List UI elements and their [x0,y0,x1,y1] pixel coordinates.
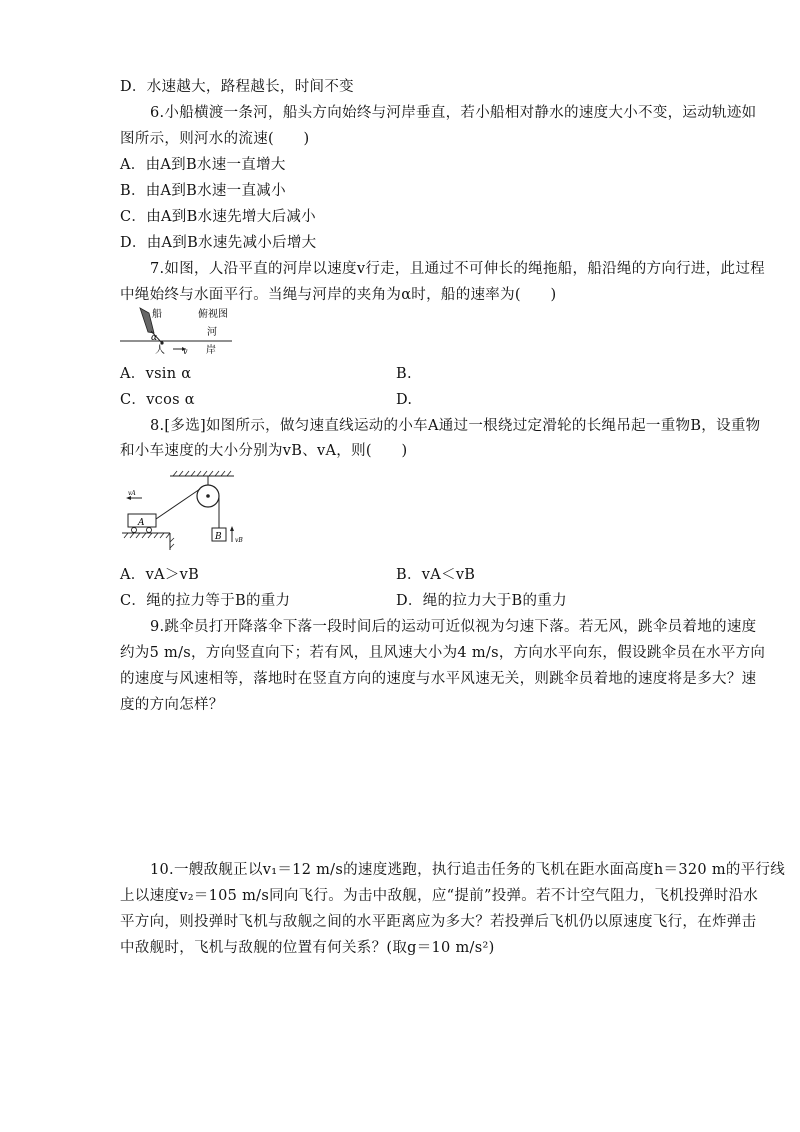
q8-option-a: A．vA＞vB [120,567,200,583]
q9-line3: 的速度与风速相等，落地时在竖直方向的速度与水平风速无关，则跳伞员着地的速度将是多大？速 [120,671,757,687]
q6-stem-line1: 6.小船横渡一条河，船头方向始终与河岸垂直，若小船相对静水的速度大小不变，运动轨迹如 [150,105,757,121]
q7-option-c: C．vcos α [120,392,195,408]
q8-option-d: D．绳的拉力大于B的重力 [396,593,567,609]
q7-boat-figure [118,305,238,355]
rope-to-car [156,489,200,519]
car-label: A [138,518,145,528]
boat-label: 船 [152,309,162,320]
q10-line1: 10.一艘敌舰正以v₁＝12 m/s的速度逃跑，执行追击任务的飞机在距水面高度h＝320 m的平行线 [150,862,786,878]
q7-stem-line2: 中绳始终与水面平行。当绳与河岸的夹角为α时，船的速率为( ) [120,287,557,303]
q10-line3: 平方向，则投弹时飞机与敌舰之间的水平距离应为多大？若投弹后飞机仍以原速度飞行，在炸弹击 [120,914,757,930]
q6-stem-line2: 图所示，则河水的流速( ) [120,131,310,147]
va-label: vA [128,490,136,497]
q10-line2: 上以速度v₂＝105 m/s同向飞行。为击中敌舰，应“提前”投弹。若不计空气阻力，飞机投弹时沿水 [120,888,759,904]
q6-option-d: D．由A到B水速先减小后增大 [120,235,317,251]
q7-option-d: D. [396,392,413,408]
view-label: 俯视图 [198,309,228,320]
vb-label: vB [235,537,243,544]
q6-option-c: C．由A到B水速先增大后减小 [120,209,316,225]
q9-line1: 9.跳伞员打开降落伞下落一段时间后的运动可近似视为匀速下落。若无风，跳伞员着地的速度 [150,619,757,635]
q6-option-b: B．由A到B水速一直减小 [120,183,286,199]
q10-line4: 中敌舰时，飞机与敌舰的位置有何关系？(取g＝10 m/s²) [120,940,495,956]
q8-option-b: B．vA＜vB [396,567,476,583]
person-label: 人 [155,345,165,355]
q9-line2: 约为5 m/s，方向竖直向下；若有风，且风速大小为4 m/s，方向水平向东，假设跳伞员在水平方向 [120,645,766,661]
q6-option-a: A．由A到B水速一直增大 [120,157,286,173]
bank-label: 岸 [206,345,216,355]
q8-pulley-figure [118,462,248,552]
q7-stem-line1: 7.如图，人沿平直的河岸以速度v行走，且通过不可伸长的绳拖船，船沿绳的方向行进，此过程 [150,261,765,277]
q8-stem-line1: 8.[多选]如图所示，做匀速直线运动的小车A通过一根绕过定滑轮的长绳吊起一重物B，设重物 [150,418,761,434]
velocity-label: v [183,347,188,355]
weight-label: B [215,532,222,542]
river-label: 河 [207,327,217,338]
q7-option-a: A．vsin α [120,366,192,382]
q8-stem-line2: 和小车速度的大小分别为vB、vA，则( ) [120,443,408,459]
q9-line4: 度的方向怎样？ [120,697,224,713]
q5-option-d: D．水速越大，路程越长，时间不变 [120,79,354,95]
q8-option-c: C．绳的拉力等于B的重力 [120,593,291,609]
q7-option-b: B. [396,366,412,382]
alpha-label: α [151,333,158,343]
